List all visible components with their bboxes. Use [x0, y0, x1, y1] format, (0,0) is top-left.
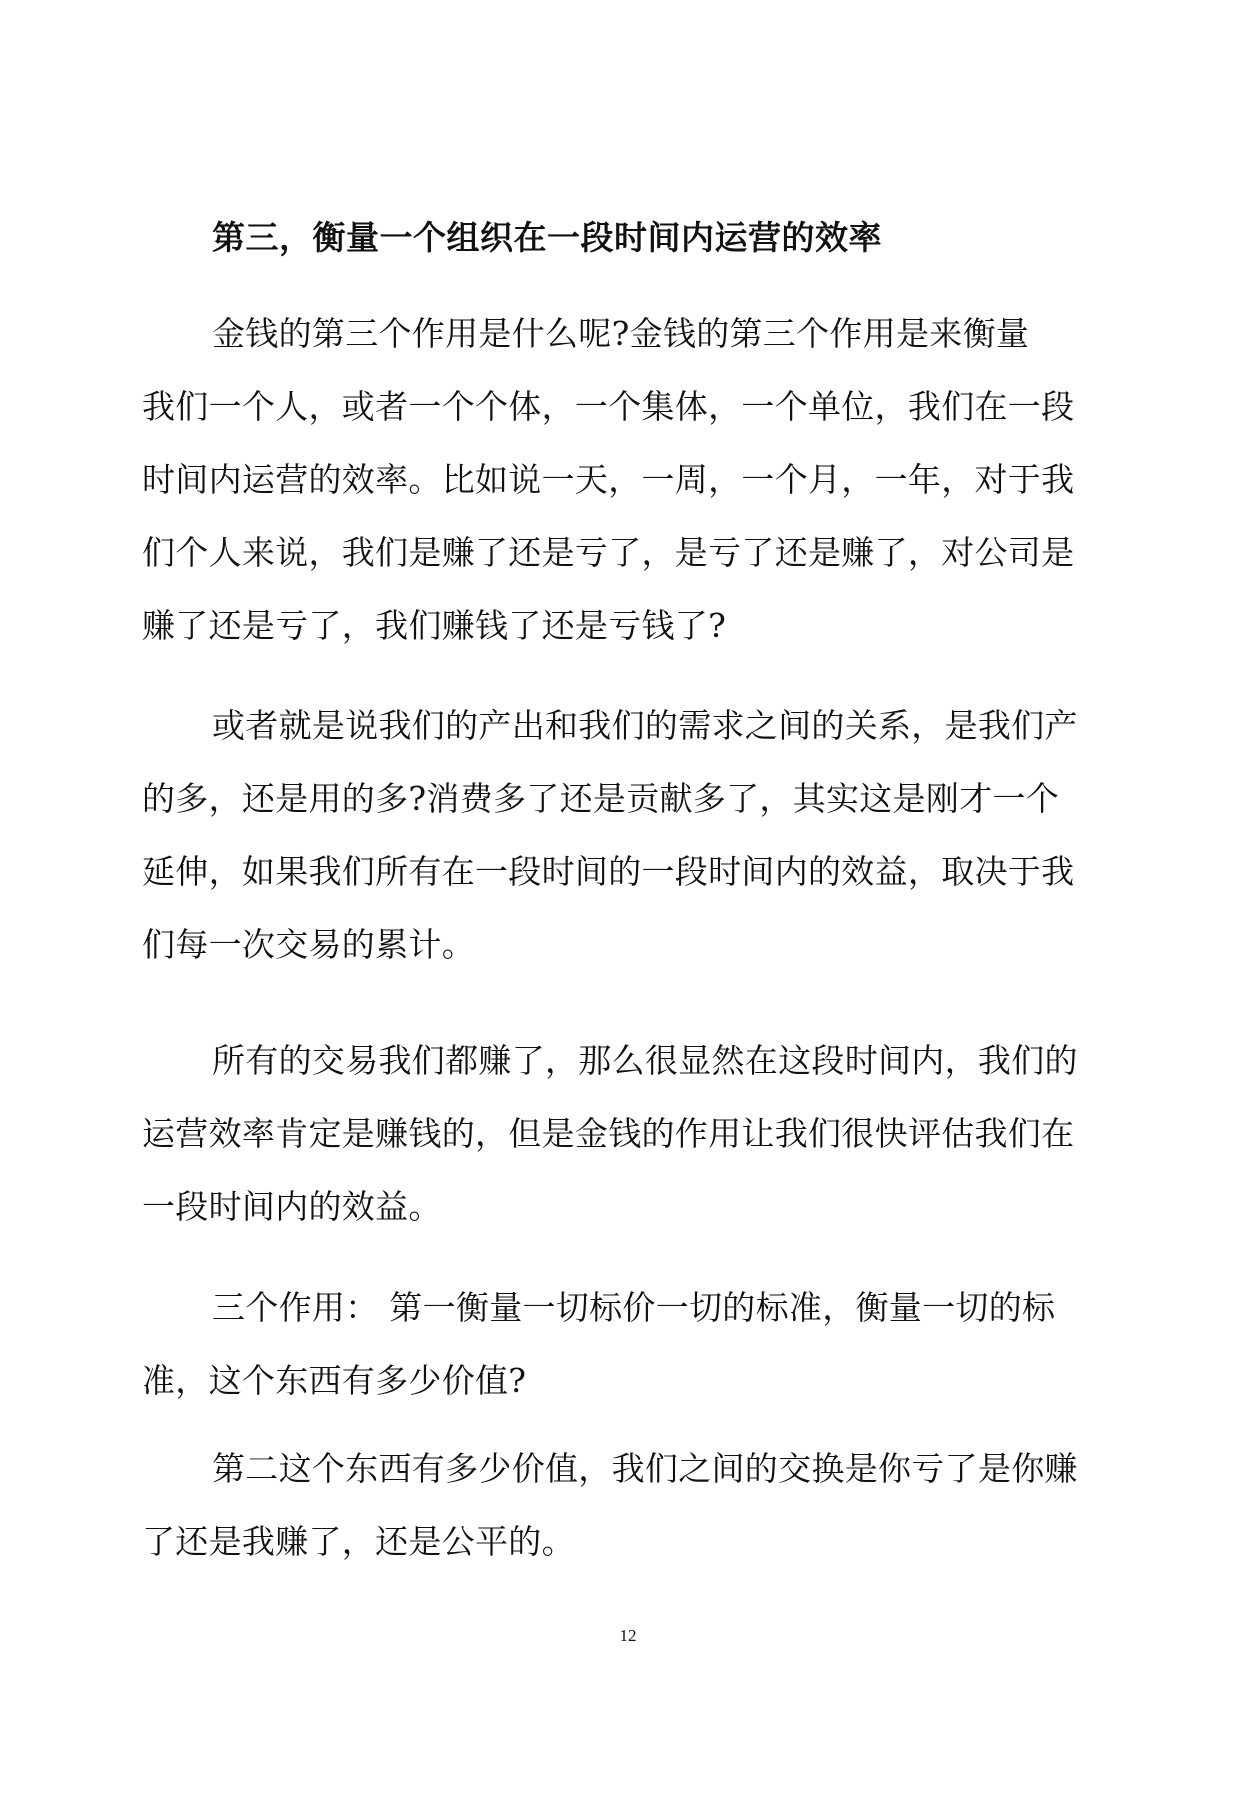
- text-line: 第二这个东西有多少价值，我们之间的交换是你亏了是你赚: [212, 1449, 1078, 1488]
- text-line: 一段时间内的效益。: [142, 1187, 442, 1226]
- text-line: 了还是我赚了，还是公平的。: [142, 1522, 575, 1561]
- paragraph-5: [142, 1432, 1078, 1578]
- text-line: 们每一次交易的累计。: [142, 925, 475, 964]
- section-heading: 第三，衡量一个组织在一段时间内运营的效率: [212, 218, 882, 257]
- text-line: 所有的交易我们都赚了，那么很显然在这段时间内，我们的: [212, 1041, 1078, 1080]
- paragraph-1: [142, 297, 1075, 662]
- text-line: 时间内运营的效率。比如说一天，一周，一个月，一年，对于我: [142, 460, 1075, 499]
- text-line: 准，这个东西有多少价值?: [142, 1361, 527, 1400]
- paragraph-3: [142, 1024, 1078, 1243]
- text-line: 的多，还是用的多?消费多了还是贡献多了，其实这是刚才一个: [142, 779, 1060, 818]
- text-line: 赚了还是亏了，我们赚钱了还是亏钱了?: [142, 606, 727, 645]
- paragraph-4: [142, 1271, 1072, 1417]
- text-line: 延伸，如果我们所有在一段时间的一段时间内的效益，取决于我: [142, 852, 1075, 891]
- page-number: 12: [619, 1626, 637, 1645]
- text-line: 运营效率肯定是赚钱的，但是金钱的作用让我们很快评估我们在: [142, 1114, 1075, 1153]
- paragraph-2: [142, 689, 1078, 981]
- text-line: 或者就是说我们的产出和我们的需求之间的关系，是我们产: [212, 706, 1078, 745]
- text-line: 金钱的第三个作用是什么呢?金钱的第三个作用是来衡量: [212, 314, 1030, 353]
- text-line: 三个作用： 第一衡量一切标价一切的标准，衡量一切的标: [212, 1288, 1056, 1327]
- text-line: 我们一个人，或者一个个体，一个集体，一个单位，我们在一段: [142, 387, 1075, 426]
- text-line: 们个人来说，我们是赚了还是亏了，是亏了还是赚了，对公司是: [142, 533, 1075, 572]
